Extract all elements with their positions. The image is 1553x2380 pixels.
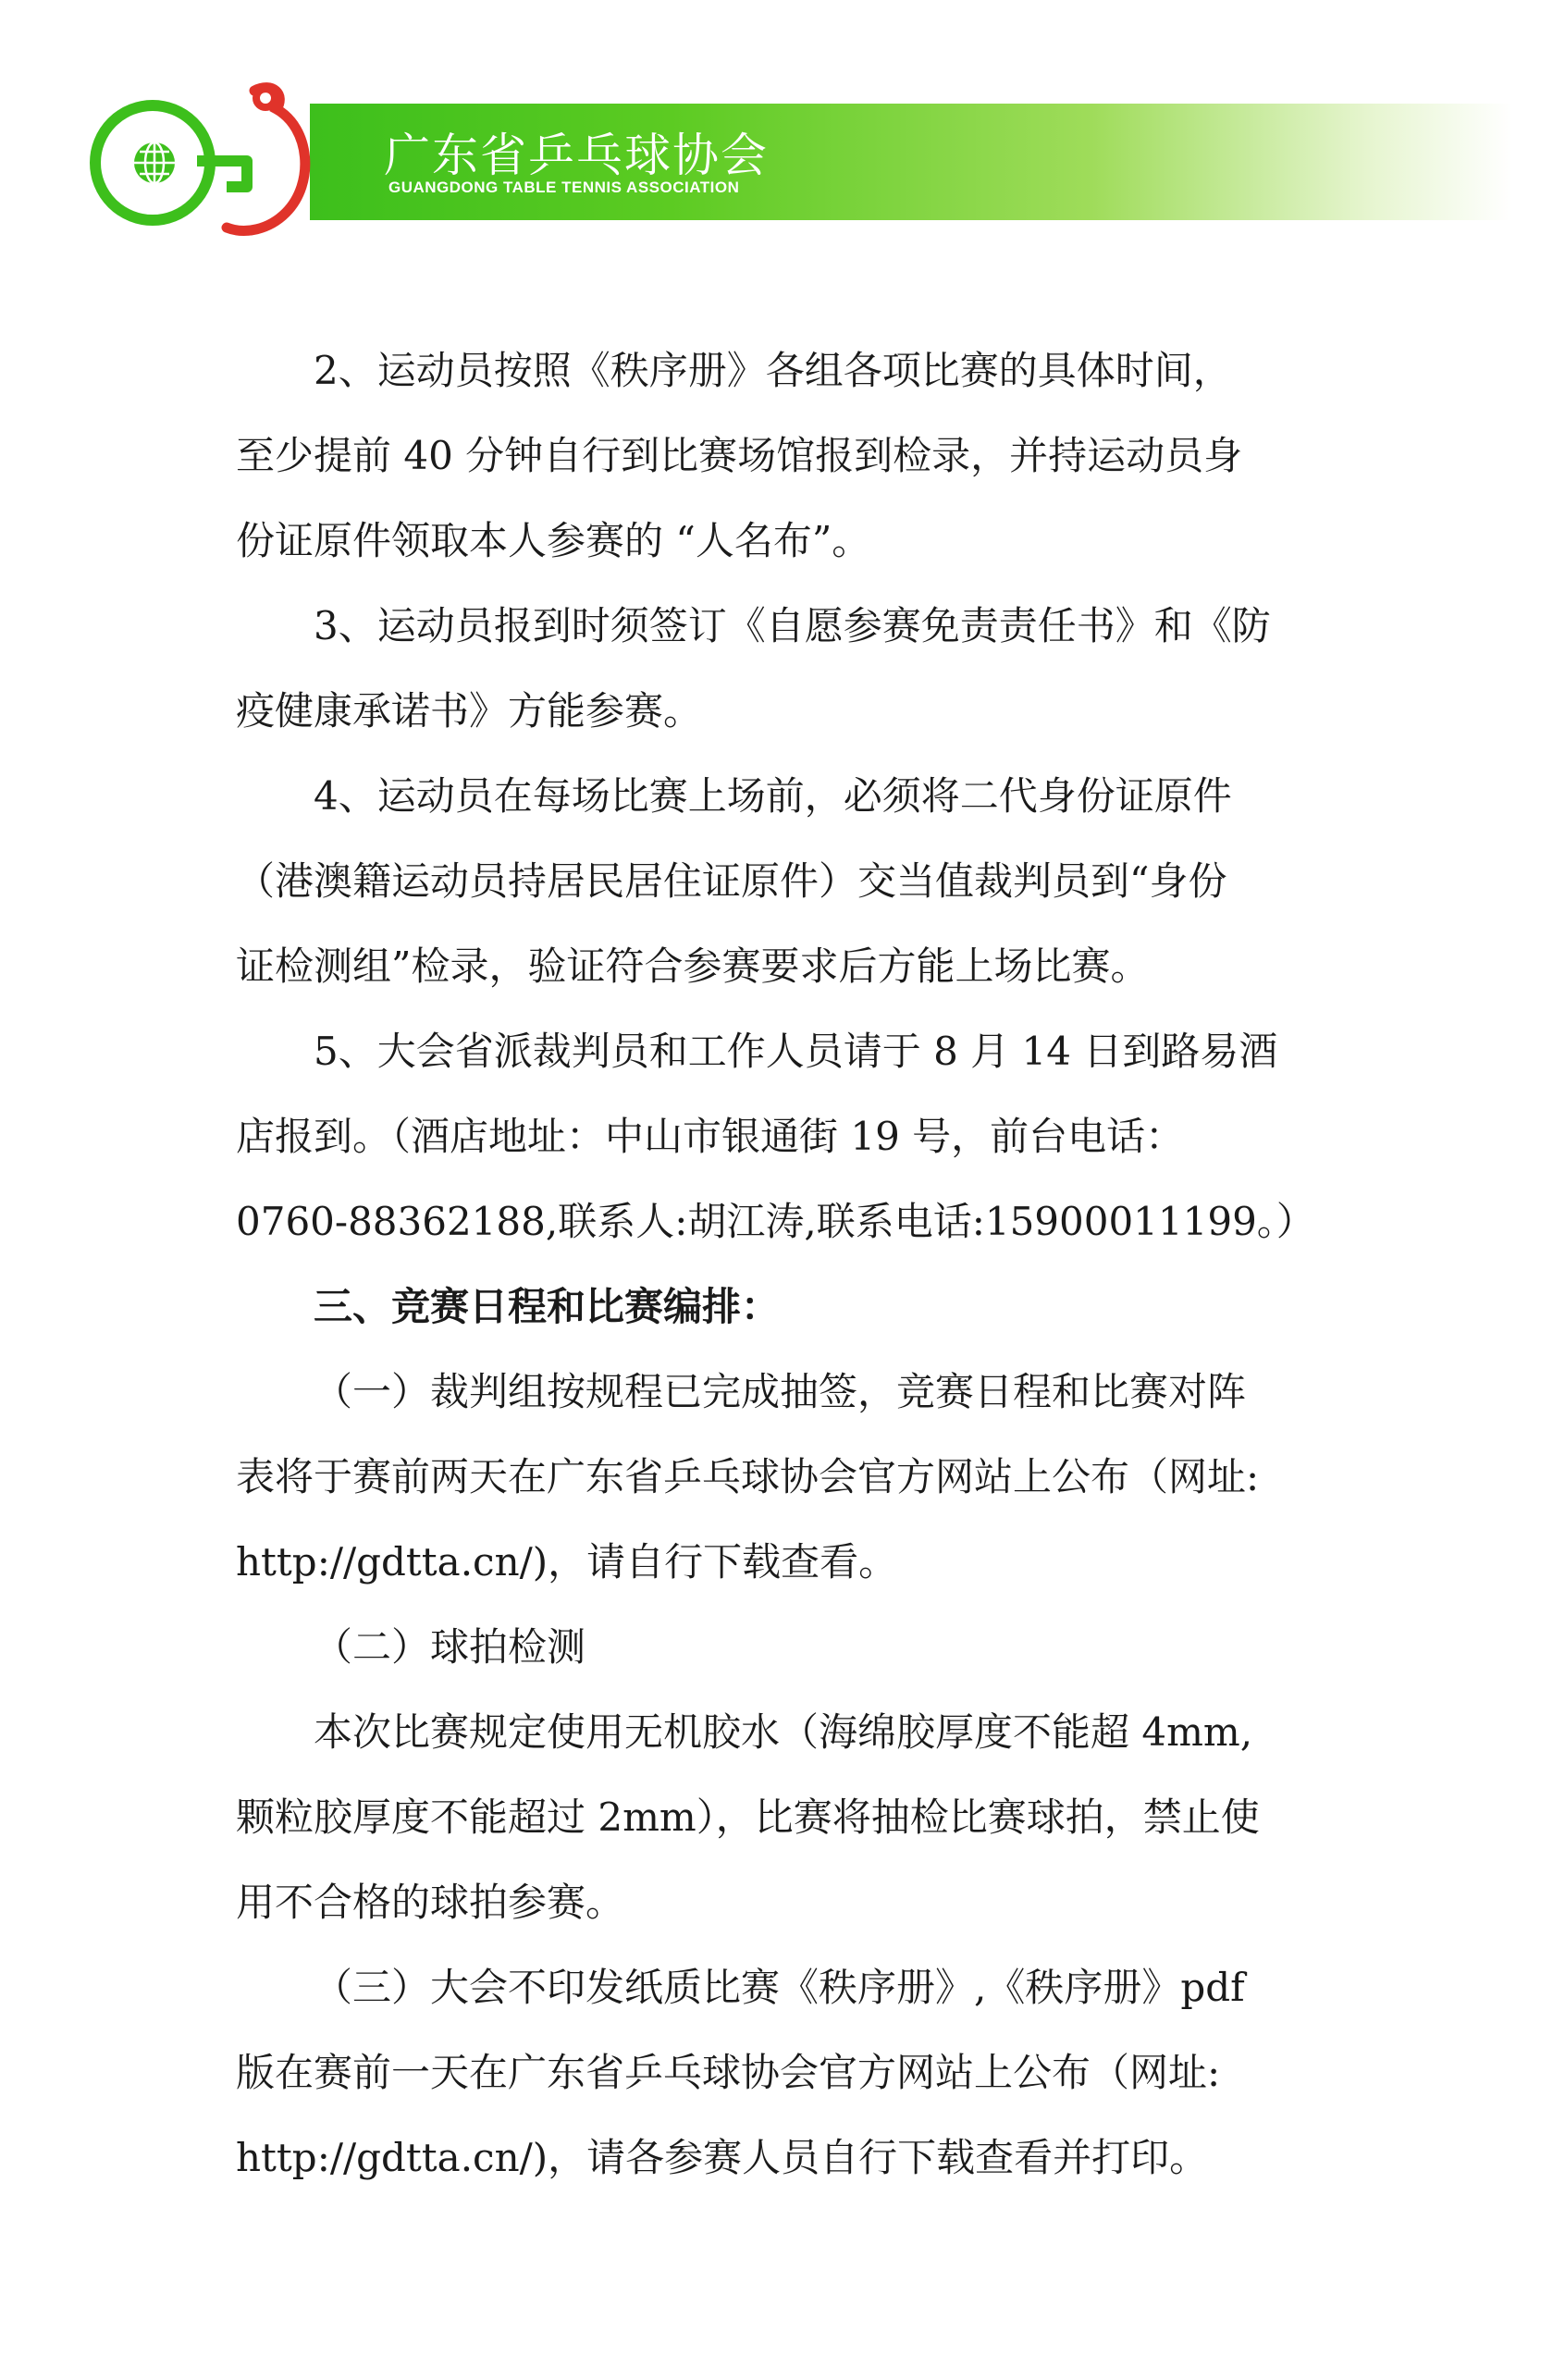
text-line: 0760-88362188,联系人:胡江涛,联系电话:15900011199。） xyxy=(236,1199,1315,1244)
paragraph-item-2 xyxy=(236,328,1318,584)
text-line: 本次比赛规定使用无机胶水（海绵胶厚度不能超 4mm, xyxy=(314,1709,1253,1755)
text-line: 颗粒胶厚度不能超过 2mm），比赛将抽检比赛球拍，禁止使 xyxy=(236,1794,1260,1840)
paragraph-sub-1 xyxy=(236,1350,1318,1605)
text-line: （一）裁判组按规程已完成抽签，竞赛日程和比赛对阵 xyxy=(314,1369,1247,1414)
text-line: 用不合格的球拍参赛。 xyxy=(236,1880,625,1925)
text-line: 店报到。（酒店地址：中山市银通街 19 号，前台电话： xyxy=(236,1114,1185,1159)
text-line: http://gdtta.cn/)，请各参赛人员自行下载查看并打印。 xyxy=(236,2135,1209,2180)
text-line: http://gdtta.cn/)，请自行下载查看。 xyxy=(236,1539,898,1585)
page-header xyxy=(0,0,1553,250)
paragraph-sub-3 xyxy=(236,1945,1318,2201)
text-line: （二）球拍检测 xyxy=(314,1624,586,1670)
text-line: （港澳籍运动员持居民居住证原件）交当值裁判员到“身份 xyxy=(236,858,1227,904)
org-name-cn: 广东省乒乓球协会 xyxy=(384,129,769,182)
section-heading: 三、竞赛日程和比赛编排： xyxy=(314,1284,781,1329)
text-line: 表将于赛前两天在广东省乒乓球协会官方网站上公布（网址: xyxy=(236,1454,1260,1499)
section-heading-3 xyxy=(236,1264,1318,1350)
paragraph-item-3 xyxy=(236,584,1318,754)
text-line: 5、大会省派裁判员和工作人员请于 8 月 14 日到路易酒 xyxy=(314,1029,1278,1074)
text-line: 2、运动员按照《秩序册》各组各项比赛的具体时间， xyxy=(314,348,1232,393)
paragraph-sub-2-body xyxy=(236,1690,1318,1945)
org-name-en: GUANGDONG TABLE TENNIS ASSOCIATION xyxy=(388,179,740,196)
paragraph-item-4 xyxy=(236,754,1318,1009)
text-line: 4、运动员在每场比赛上场前，必须将二代身份证原件 xyxy=(314,773,1232,819)
text-line: 版在赛前一天在广东省乒乓球协会官方网站上公布（网址: xyxy=(236,2050,1221,2095)
text-line: 证检测组”检录，验证符合参赛要求后方能上场比赛。 xyxy=(236,943,1150,989)
text-line: 疫健康承诺书》方能参赛。 xyxy=(236,688,703,734)
paragraph-item-5 xyxy=(236,1009,1318,1264)
paragraph-sub-2-title xyxy=(236,1605,1318,1690)
text-line: 至少提前 40 分钟自行到比赛场馆报到检录，并持运动员身 xyxy=(236,433,1243,478)
text-line: （三）大会不印发纸质比赛《秩序册》,《秩序册》pdf xyxy=(314,1965,1245,2010)
document-body xyxy=(236,328,1318,2201)
text-line: 份证原件领取本人参赛的 “人名布”。 xyxy=(236,518,871,563)
text-line: 3、运动员报到时须签订《自愿参赛免责责任书》和《防 xyxy=(314,603,1271,648)
association-logo-icon xyxy=(88,72,328,239)
